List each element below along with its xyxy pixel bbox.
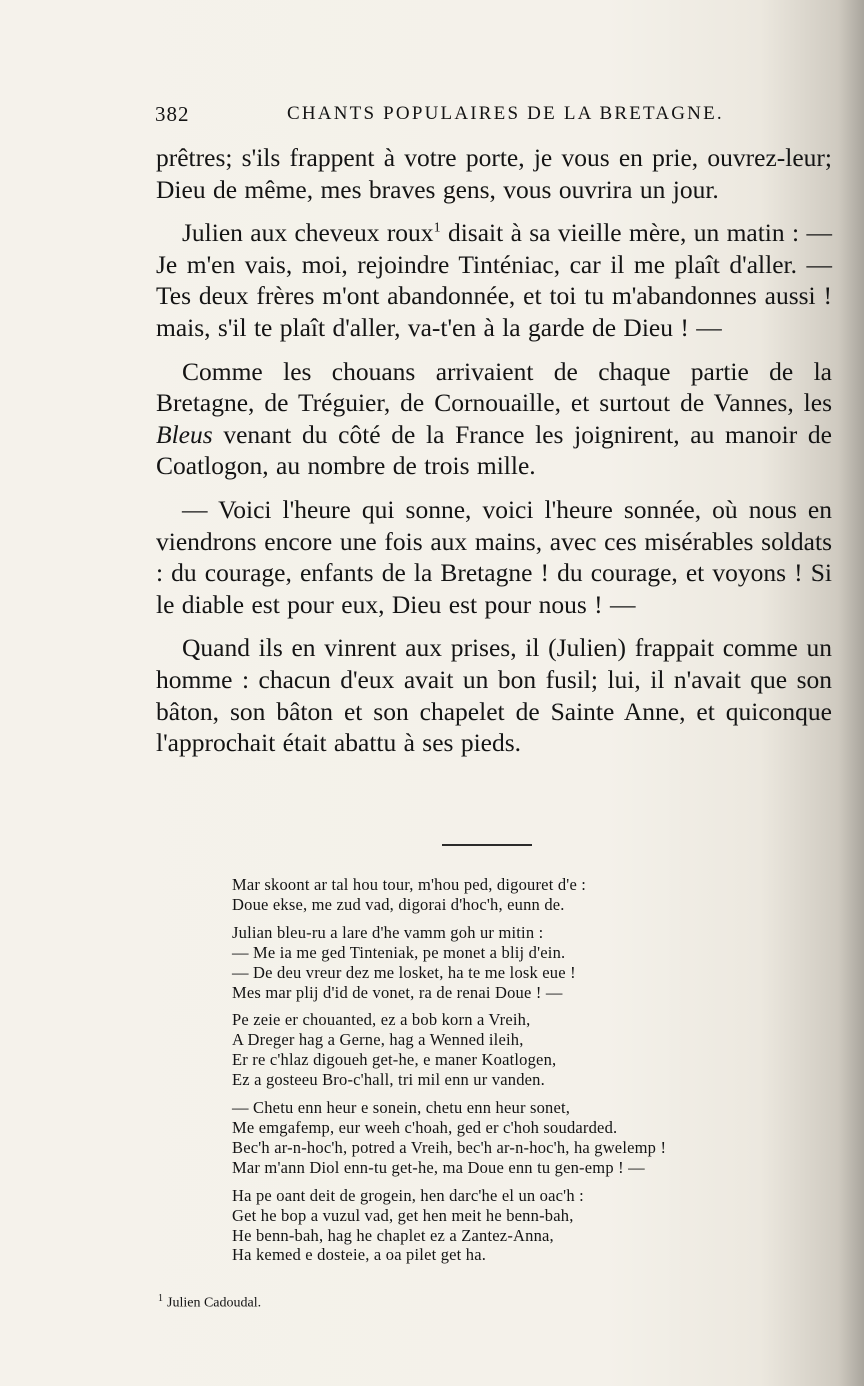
stanza-2 <box>232 923 812 1003</box>
verse-line: Mes mar plij d'id de vonet, ra de renai Doue ! — <box>232 982 563 1002</box>
stanza-1 <box>232 875 812 915</box>
verse-line: Mar skoont ar tal hou tour, m'hou ped, digouret d'e : <box>232 875 587 894</box>
verse-line: Me emgafemp, eur weeh c'hoah, ged er c'hoh soudarded. <box>232 1117 618 1137</box>
paragraph-julien-rest: disait à sa vieille mère, un matin : — Je m'en vais, moi, rejoindre Tinténiac, car il me plaît d'aller. — Tes deux frères m'ont abandonnée, et toi tu m'abandonnes aussi ! mais, s'il te plaît d'aller, va-t'en à la garde de Dieu ! — <box>156 218 832 342</box>
paragraph-heure: — Voici l'heure qui sonne, voici l'heure sonnée, où nous en viendrons encore une fois aux mains, avec ces misérables soldats : du courage, enfants de la Bretagne ! du courage, et voyons ! Si le diable est pour eux, Dieu est pour nous ! — <box>156 494 832 619</box>
paragraph-chouans-rest: venant du côté de la France les joignirent, au manoir de Coatlogon, au nombre de trois mille. <box>156 419 832 481</box>
paragraph-chouans-start: Comme les chouans arrivaient de chaque partie de la Bretagne, de Tréguier, de Cornouaille, et surtout de Vannes, les <box>156 356 832 418</box>
verse-line: — Me ia me ged Tinteniak, pe monet a blij d'ein. <box>232 942 566 962</box>
footnote-reference: 1 <box>433 220 441 236</box>
verse-line: Mar m'ann Diol enn-tu get-he, ma Doue enn tu gen-emp ! — <box>232 1157 645 1177</box>
paragraph-continuation: prêtres; s'ils frappent à votre porte, je vous en prie, ouvrez-leur; Dieu de même, mes braves gens, vous ouvrira un jour. <box>156 143 832 204</box>
running-head <box>155 102 724 132</box>
paragraph-julien-start: Julien aux cheveux roux <box>182 218 434 248</box>
verse-line: Ha kemed e dosteie, a oa pilet get ha. <box>232 1245 487 1265</box>
verse-line: Get he bop a vuzul vad, get hen meit he benn-bah, <box>232 1205 574 1225</box>
verse-line: Ha pe oant deit de grogein, hen darc'he el un oac'h : <box>232 1185 584 1205</box>
breton-verses <box>232 875 812 1273</box>
running-title: CHANTS POPULAIRES DE LA BRETAGNE. <box>287 103 724 124</box>
footnote <box>158 1293 261 1312</box>
verse-line: Bec'h ar-n-hoc'h, potred a Vreih, bec'h ar-n-hoc'h, ha gwelemp ! <box>232 1137 667 1157</box>
paragraph-chouans <box>156 356 832 482</box>
verse-line: Doue ekse, me zud vad, digorai d'hoc'h, eunn de. <box>232 894 565 914</box>
verse-line: — De deu vreur dez me losket, ha te me losk eue ! <box>232 962 576 982</box>
paragraph-combat: Quand ils en vinrent aux prises, il (Julien) frappait comme un homme : chacun d'eux avait un bon fusil; lui, il n'avait que son bâton, son bâton et son chapelet de Sainte Anne, et quiconque l'approchait était abattu à ses pieds. <box>156 633 832 758</box>
verse-line: Julian bleu-ru a lare d'he vamm goh ur mitin : <box>232 922 544 942</box>
verse-line: — Chetu enn heur e sonein, chetu enn heur sonet, <box>232 1098 571 1118</box>
verse-line: Ez a gosteeu Bro-c'hall, tri mil enn ur vanden. <box>232 1070 545 1090</box>
stanza-5 <box>232 1186 812 1266</box>
verse-line: A Dreger hag a Gerne, hag a Wenned ileih, <box>232 1030 524 1050</box>
italic-bleus: Bleus <box>156 419 213 449</box>
paragraph-julien <box>156 217 832 343</box>
page-number: 382 <box>155 102 190 126</box>
verse-line: Er re c'hlaz digoueh get-he, e maner Koatlogen, <box>232 1050 557 1070</box>
stanza-4 <box>232 1098 812 1178</box>
verse-line: Pe zeie er chouanted, ez a bob korn a Vreih, <box>232 1010 531 1030</box>
footnote-text: Julien Cadoudal. <box>167 1295 262 1311</box>
french-prose <box>156 142 832 759</box>
stanza-3 <box>232 1010 812 1090</box>
verse-line: He benn-bah, hag he chaplet ez a Zantez-Anna, <box>232 1225 554 1245</box>
section-divider <box>442 844 532 846</box>
footnote-mark: 1 <box>158 1293 163 1304</box>
